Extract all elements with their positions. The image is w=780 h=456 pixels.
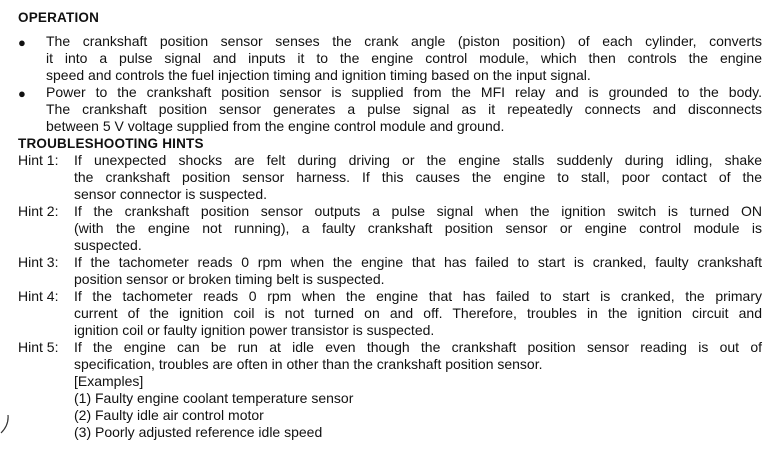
hint-5-line-2: specification, troubles are often in other than the crankshaft position sensor. [74, 356, 543, 372]
hint-3-line-1: If the tachometer reads 0 rpm when the engine that has failed to start is cranked, faulty crankshaft [74, 254, 762, 270]
hint-5-example-2: (2) Faulty idle air control motor [74, 407, 264, 423]
hint-4-label: Hint 4: [18, 288, 59, 304]
hint-2-line-2: (with the engine not running), a faulty crankshaft position sensor or engine control module is [74, 220, 762, 236]
scan-edge-mark-icon [0, 415, 10, 435]
troubleshooting-heading: TROUBLESHOOTING HINTS [18, 136, 204, 151]
hint-5-examples-label: [Examples] [74, 373, 144, 389]
hint-5-example-1: (1) Faulty engine coolant temperature sensor [74, 390, 354, 406]
hint-2-label: Hint 2: [18, 203, 59, 219]
hint-3-label: Hint 3: [18, 254, 59, 270]
hint-1-label: Hint 1: [18, 152, 59, 168]
bullet-2-line-3: between 5 V voltage supplied from the engine control module and ground. [46, 118, 505, 134]
hint-4-line-1: If the tachometer reads 0 rpm when the engine that has failed to start is cranked, the primary [74, 288, 762, 304]
hint-2-line-3: suspected. [74, 237, 142, 253]
hint-2-line-1: If the crankshaft position sensor outputs a pulse signal when the ignition switch is turned ON [74, 203, 762, 219]
hint-1-line-2: the crankshaft position sensor harness. If this causes the engine to stall, poor contact of the [74, 169, 762, 185]
hint-5-example-3: (3) Poorly adjusted reference idle speed [74, 424, 323, 440]
hint-1-line-1: If unexpected shocks are felt during driving or the engine stalls suddenly during idling, shake [74, 152, 762, 168]
operation-heading: OPERATION [18, 10, 100, 25]
bullet-dot-icon: ● [18, 86, 26, 101]
bullet-1-line-1: The crankshaft position sensor senses the crank angle (piston position) of each cylinder, converts [46, 33, 762, 49]
bullet-1-line-3: speed and controls the fuel injection timing and ignition timing based on the input signal. [46, 67, 591, 83]
bullet-1-line-2: it into a pulse signal and inputs it to the engine control module, which then controls the engine [46, 50, 762, 66]
bullet-dot-icon: ● [18, 35, 26, 50]
hint-4-line-2: current of the ignition coil is not turned on and off. Therefore, troubles in the ignition circuit and [74, 305, 762, 321]
bullet-2-line-1: Power to the crankshaft position sensor is supplied from the MFI relay and is grounded to the body. [46, 84, 762, 100]
bullet-2-line-2: The crankshaft position sensor generates a pulse signal as it repeatedly connects and disconnects [46, 101, 762, 117]
hint-1-line-3: sensor connector is suspected. [74, 186, 267, 202]
hint-5-line-1: If the engine can be run at idle even though the crankshaft position sensor reading is out of [74, 339, 762, 355]
hint-4-line-3: ignition coil or faulty ignition power transistor is suspected. [74, 322, 435, 338]
hint-5-label: Hint 5: [18, 339, 59, 355]
hint-3-line-2: position sensor or broken timing belt is suspected. [74, 271, 385, 287]
